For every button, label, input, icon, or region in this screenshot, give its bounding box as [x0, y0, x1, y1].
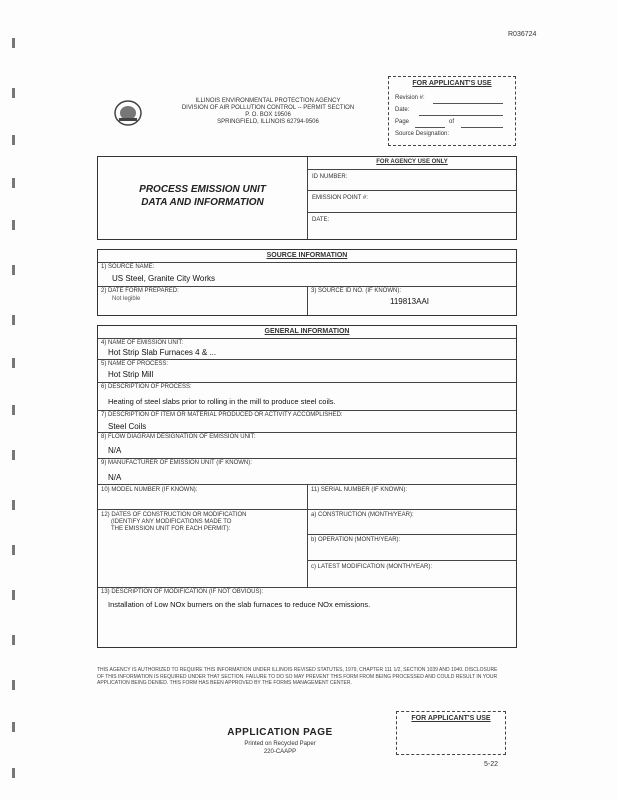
- construction-dates-label: [101, 512, 246, 533]
- construction-dates-label-line3: THE EMISSION UNIT FOR EACH PERMIT):: [111, 526, 231, 532]
- source-name-value[interactable]: US Steel, Granite City Works: [112, 274, 215, 283]
- process-name-value[interactable]: Hot Strip Mill: [108, 370, 154, 379]
- of-label: of: [449, 119, 455, 125]
- legal-disclaimer: [97, 667, 517, 687]
- item-produced-label: 7) DESCRIPTION OF ITEM OR MATERIAL PRODUCED OR ACTIVITY ACCOMPLISHED:: [101, 412, 343, 418]
- page-number: 5-22: [484, 761, 499, 768]
- operation-date-label: b) OPERATION (MONTH/YEAR):: [311, 537, 401, 543]
- source-designation-label: Source Designation:: [395, 131, 450, 137]
- flow-diagram-value[interactable]: N/A: [108, 446, 122, 455]
- disclaimer-line1: THIS AGENCY IS AUTHORIZED TO REQUIRE THIS INFORMATION UNDER ILLINOIS REVISED STATUTES, 1979, CHAPTER 111 1/2, SECTION 1039 AND 1040. DISCLOSURE: [97, 667, 498, 673]
- agency-pobox: P. O. BOX 19506: [245, 112, 291, 118]
- source-id-value[interactable]: 119813AAI: [390, 297, 429, 306]
- process-description-value[interactable]: Heating of steel slabs prior to rolling in the mill to produce steel coils.: [108, 397, 336, 406]
- date-prepared-label: 2) DATE FORM PREPARED:: [101, 288, 179, 294]
- emission-unit-name-value[interactable]: Hot Strip Slab Furnaces 4 & ...: [108, 348, 217, 357]
- manufacturer-label: 9) MANUFACTURER OF EMISSION UNIT (IF KNOWN):: [101, 460, 252, 466]
- revision-label: Revision #:: [395, 95, 425, 101]
- date-prepared-value[interactable]: Not legible: [112, 296, 141, 302]
- page-label: Page: [395, 119, 410, 125]
- source-information-section: [97, 249, 517, 316]
- process-description-label: 6) DESCRIPTION OF PROCESS:: [101, 384, 192, 390]
- manufacturer-value[interactable]: N/A: [108, 473, 122, 482]
- agency-division: DIVISION OF AIR POLLUTION CONTROL -- PERMIT SECTION: [181, 105, 355, 111]
- flow-diagram-label: 8) FLOW DIAGRAM DESIGNATION OF EMISSION UNIT:: [101, 434, 256, 440]
- construction-date-label: a) CONSTRUCTION (MONTH/YEAR):: [311, 512, 414, 518]
- agency-date-label: DATE:: [312, 217, 330, 223]
- applicant-use-footer-title: FOR APPLICANT'S USE: [411, 715, 491, 722]
- modification-description-label: 13) DESCRIPTION OF MODIFICATION (IF NOT OBVIOUS):: [101, 589, 264, 595]
- agency-name: ILLINOIS ENVIRONMENTAL PROTECTION AGENCY: [195, 98, 341, 104]
- agency-city: SPRINGFIELD, ILLINOIS 62794-9506: [217, 119, 319, 125]
- applicant-use-footer-box: [396, 711, 506, 755]
- title-box: [97, 156, 517, 240]
- agency-header: [148, 98, 388, 126]
- agency-id-label: ID NUMBER:: [312, 174, 348, 180]
- form-title-line1: PROCESS EMISSION UNIT: [139, 184, 266, 195]
- applicant-use-title: FOR APPLICANT'S USE: [412, 80, 492, 87]
- page-field[interactable]: [415, 120, 445, 128]
- of-field[interactable]: [461, 120, 503, 128]
- general-info-header: GENERAL INFORMATION: [264, 328, 350, 335]
- construction-dates-label-line1: 12) DATES OF CONSTRUCTION OR MODIFICATION: [101, 512, 247, 518]
- document-id: R036724: [508, 31, 537, 38]
- latest-modification-label: c) LATEST MODIFICATION (MONTH/YEAR):: [311, 564, 433, 570]
- serial-number-label: 11) SERIAL NUMBER (IF KNOWN):: [311, 487, 408, 493]
- item-produced-value[interactable]: Steel Coils: [108, 422, 147, 431]
- modification-description-value[interactable]: Installation of Low NOx burners on the slab furnaces to reduce NOx emissions.: [108, 600, 371, 609]
- agency-seal-icon: [113, 99, 143, 127]
- applicant-use-box: [388, 76, 516, 146]
- form-title: [98, 183, 307, 209]
- process-name-label: 5) NAME OF PROCESS:: [101, 361, 169, 367]
- agency-use-title: FOR AGENCY USE ONLY: [376, 159, 448, 165]
- general-information-section: [97, 325, 517, 648]
- revision-field[interactable]: [433, 96, 503, 104]
- emission-unit-name-label: 4) NAME OF EMISSION UNIT:: [101, 340, 184, 346]
- model-number-label: 10) MODEL NUMBER (IF KNOWN):: [101, 487, 198, 493]
- date-label: Date:: [395, 107, 410, 113]
- form-code: 220-CAAPP: [263, 749, 297, 755]
- disclaimer-line3: APPLICATION BEING DENIED. THIS FORM HAS BEEN APPROVED BY THE FORMS MANAGEMENT CENTER.: [97, 680, 352, 686]
- date-field[interactable]: [419, 108, 503, 116]
- emission-point-label: EMISSION POINT #:: [312, 195, 368, 201]
- form-title-line2: DATA AND INFORMATION: [141, 197, 264, 208]
- disclaimer-line2: OF THIS INFORMATION IS REQUIRED UNDER THAT SECTION. FAILURE TO DO SO MAY PREVENT THIS FORM FROM BEING PROCESSED AND COULD RESULT IN YOUR: [97, 673, 498, 680]
- source-id-label: 3) SOURCE ID NO. (IF KNOWN):: [311, 288, 401, 294]
- source-name-label: 1) SOURCE NAME:: [101, 264, 155, 270]
- source-info-header: SOURCE INFORMATION: [266, 252, 348, 259]
- printed-recycled-note: Printed on Recycled Paper: [244, 741, 316, 747]
- construction-dates-label-line2: (IDENTIFY ANY MODIFICATIONS MADE TO: [111, 519, 232, 525]
- application-page-title: APPLICATION PAGE: [227, 727, 333, 738]
